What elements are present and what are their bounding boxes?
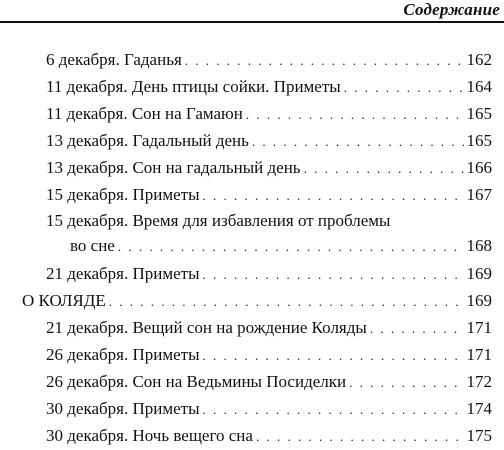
toc-entry-title: 26 декабря. Сон на Ведьмины Посиделки xyxy=(46,372,347,391)
leader-dots xyxy=(185,47,464,74)
toc-entry-title: 15 декабря. Приметы xyxy=(46,185,200,204)
leader-dots xyxy=(203,182,464,209)
toc-entry-page: 164 xyxy=(466,77,492,96)
toc-entry-title: 13 декабря. Сон на гадальный день xyxy=(46,158,301,177)
toc-entry-title: 26 декабря. Приметы xyxy=(46,345,200,364)
leader-dots xyxy=(203,261,464,288)
toc-entry[interactable] xyxy=(22,46,492,73)
toc-entry-page: 171 xyxy=(466,318,492,337)
toc-entry-title-continuation: во сне xyxy=(70,236,115,255)
leader-dots xyxy=(118,234,464,259)
toc-entry-page: 174 xyxy=(466,399,492,418)
toc-entry-page: 162 xyxy=(466,50,492,69)
toc-entry-title: 21 декабря. Приметы xyxy=(46,264,200,283)
toc-entry[interactable] xyxy=(22,73,492,100)
toc-entry[interactable] xyxy=(22,395,492,422)
running-header-title: Содержание xyxy=(403,0,500,19)
toc-section-title: О КОЛЯДЕ xyxy=(22,291,106,310)
toc-entry-title: 21 декабря. Вещий сон на рождение Коляды xyxy=(46,318,367,337)
toc-entry-page: 168 xyxy=(466,236,492,255)
toc-entry-title: 11 декабря. День птицы сойки. Приметы xyxy=(46,77,341,96)
leader-dots xyxy=(252,128,464,155)
toc-entry[interactable] xyxy=(22,341,492,368)
leader-dots xyxy=(370,315,464,342)
leader-dots xyxy=(344,74,464,101)
toc-entry-title: 30 декабря. Ночь вещего сна xyxy=(46,426,253,445)
leader-dots xyxy=(256,423,464,450)
toc-entry[interactable] xyxy=(22,260,492,287)
toc-entry-page: 165 xyxy=(466,131,492,150)
toc-entry-title: 30 декабря. Приметы xyxy=(46,399,200,418)
toc-entry-page: 169 xyxy=(466,291,492,310)
leader-dots xyxy=(246,101,464,128)
toc-entry[interactable] xyxy=(22,154,492,181)
toc-entry[interactable] xyxy=(22,422,492,449)
header-rule xyxy=(0,21,504,23)
toc-entry-title: 13 декабря. Гадальный день xyxy=(46,131,249,150)
toc-entry-title: 11 декабря. Сон на Гамаюн xyxy=(46,104,243,123)
toc-section-entry[interactable] xyxy=(22,287,492,314)
toc-entry-page: 171 xyxy=(466,345,492,364)
toc-entry[interactable] xyxy=(22,368,492,395)
toc-entry-page: 165 xyxy=(466,104,492,123)
toc-entry-title: 15 декабря. Время для избавления от проблемы xyxy=(46,211,391,230)
leader-dots xyxy=(304,155,464,182)
toc-entry-page: 175 xyxy=(466,426,492,445)
leader-dots xyxy=(349,369,463,396)
leader-dots xyxy=(109,288,464,315)
toc-entry[interactable] xyxy=(22,181,492,208)
toc-entry[interactable] xyxy=(22,127,492,154)
toc-entry-multiline[interactable] xyxy=(22,208,492,260)
toc-entry-page: 169 xyxy=(466,264,492,283)
toc-entry[interactable] xyxy=(22,314,492,341)
toc-entry-page: 166 xyxy=(466,158,492,177)
toc-entry[interactable] xyxy=(22,100,492,127)
leader-dots xyxy=(203,342,464,369)
toc-entry-title: 6 декабря. Гаданья xyxy=(46,50,182,69)
toc-entry-page: 167 xyxy=(466,185,492,204)
table-of-contents xyxy=(22,46,492,449)
leader-dots xyxy=(203,396,464,423)
toc-entry-page: 172 xyxy=(466,372,492,391)
